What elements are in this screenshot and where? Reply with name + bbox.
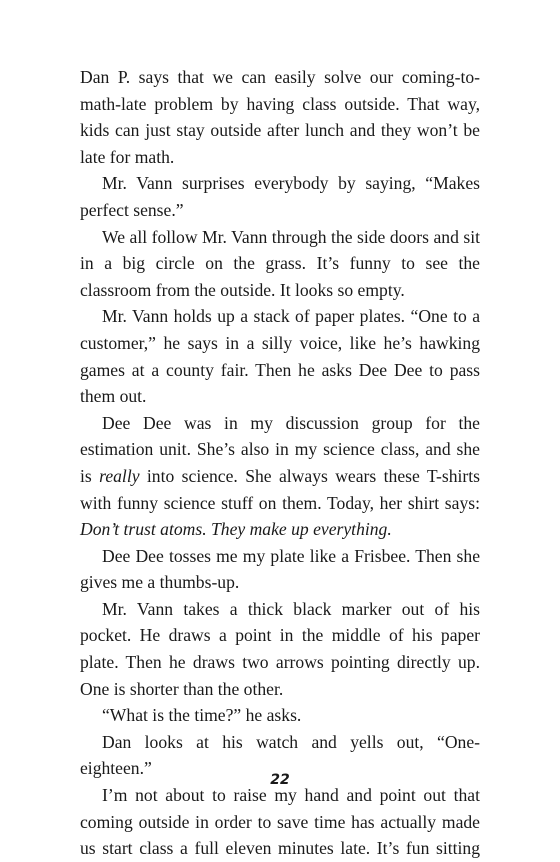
paragraph [80,410,480,543]
text-run: Dan P. says that we can easily solve our coming-to-math-late problem by having class outside. That way, kids can just stay outside after lunch and they won’t be late for math. [80,67,480,167]
text-run: Dan looks at his watch and yells out, “One-eighteen.” [80,731,480,779]
paragraph [80,224,480,304]
paragraph [80,782,480,862]
paragraph [80,543,480,596]
text-run: “What is the time?” he asks. [102,705,302,726]
text-run: I’m not about to raise my hand and point out that coming outside in order to save time has actually made us start class a full eleven minutes late. It’s fun sitting [80,785,480,859]
text-run: Mr. Vann takes a thick black marker out of his pocket. He draws a point in the middle of his paper plate. Then he draws two arrows pointing directly up. One is shorter than the other. [80,598,480,699]
paragraph [80,64,480,170]
text-run: We all follow Mr. Vann through the side doors and sit in a big circle on the grass. It’s funny to see the classroom from the outside. It looks so empty. [80,226,480,300]
text-run: into science. She always wears these T-shirts with funny science stuff on them. Today, her shirt says: [80,465,480,513]
text-run: Mr. Vann holds up a stack of paper plates. “One to a customer,” he says in a silly voice, like he’s hawking games at a county fair. Then he asks Dee Dee to pass them out. [80,306,480,407]
text-run: Dee Dee tosses me my plate like a Frisbee. Then she gives me a thumbs-up. [80,545,480,593]
paragraph [80,596,480,702]
paragraph [80,170,480,223]
italic-text: Don’t trust atoms. They make up everything. [80,519,392,540]
book-page-text [80,64,480,862]
paragraph [80,303,480,409]
page-number: 22 [270,772,290,788]
text-run: Mr. Vann surprises everybody by saying, “Makes perfect sense.” [80,173,480,220]
italic-text: really [99,465,140,486]
text-run: Dee Dee was in my discussion group for the estimation unit. She’s also in my science class, and she is [80,412,480,486]
paragraph [80,702,480,729]
